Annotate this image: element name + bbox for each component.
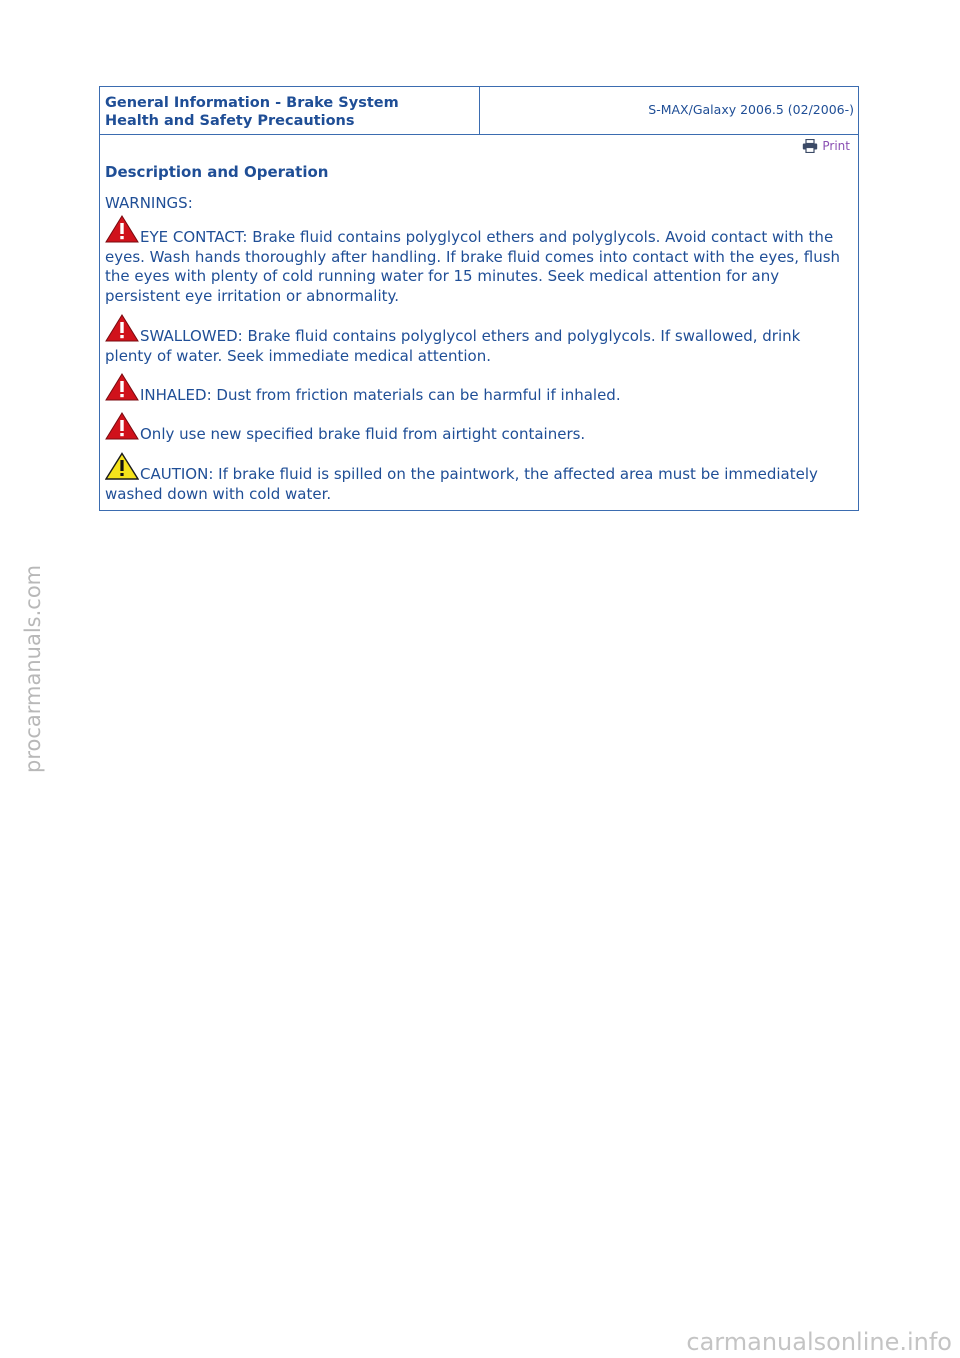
bottom-watermark: carmanualsonline.info: [686, 1328, 952, 1356]
document-frame: [99, 86, 859, 511]
header-title-line1: General Information - Brake System: [105, 95, 399, 111]
warnings-heading: WARNINGS:: [105, 194, 193, 212]
header-title-line2: Health and Safety Precautions: [105, 113, 355, 129]
warning-text: SWALLOWED: Brake fluid contains polyglycol ethers and polyglycols. If swallowed, drink plenty of water. Seek immediate medical attention.: [105, 327, 801, 365]
caution-text: CAUTION: If brake fluid is spilled on the paintwork, the affected area must be immediately washed down with cold water.: [105, 465, 818, 503]
section-title: Description and Operation: [105, 163, 329, 181]
print-label: Print: [822, 139, 850, 153]
warning-text: EYE CONTACT: Brake fluid contains polyglycol ethers and polyglycols. Avoid contact with the eyes. Wash hands thoroughly after handling. If brake fluid comes into contact with the eyes, flush the eyes with plenty of cold running water for 15 minutes. Seek medical attention for any persistent eye irritation or abnormality.: [105, 228, 841, 305]
red-warning-triangle-icon: [105, 412, 139, 440]
red-warning-triangle-icon: [105, 314, 139, 342]
warning-text: INHALED: Dust from friction materials can be harmful if inhaled.: [140, 386, 621, 404]
print-link[interactable]: [802, 139, 850, 153]
caution-item: [105, 452, 845, 504]
printer-icon: [802, 139, 818, 153]
warning-item: [105, 314, 845, 366]
warning-item: [105, 373, 845, 406]
yellow-caution-triangle-icon: [105, 452, 139, 480]
red-warning-triangle-icon: [105, 215, 139, 243]
warning-item: [105, 412, 845, 445]
header-title: [100, 87, 480, 134]
red-warning-triangle-icon: [105, 373, 139, 401]
warning-text: Only use new specified brake fluid from airtight containers.: [140, 425, 586, 443]
warning-item: [105, 215, 845, 306]
header-model: S-MAX/Galaxy 2006.5 (02/2006-): [648, 102, 854, 117]
side-watermark: procarmanuals.com: [21, 564, 45, 773]
document-header: [100, 87, 858, 135]
